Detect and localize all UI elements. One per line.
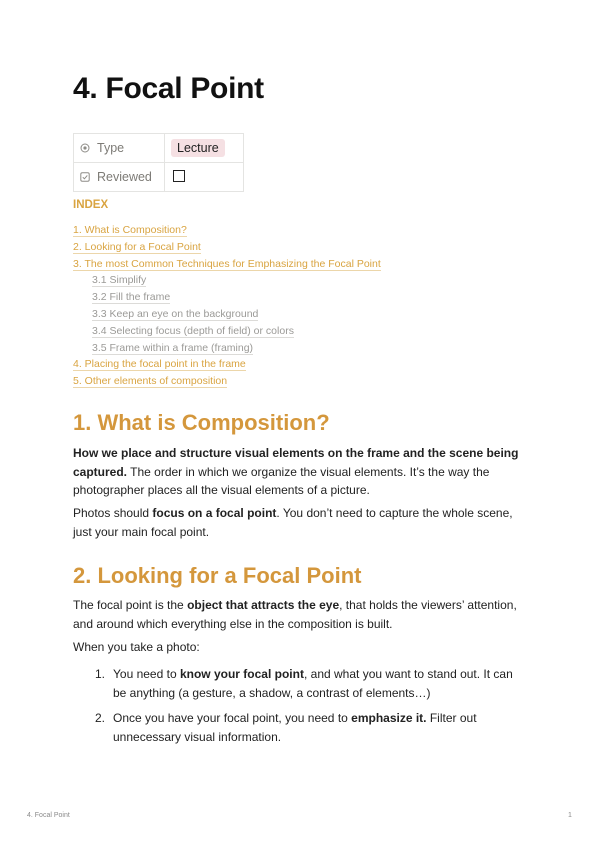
checkbox-icon [80,172,90,182]
list-item: 2. Once you have your focal point, you need to emphasize it. Filter out unnecessary visual information. [95,711,477,744]
section-heading-composition: 1. What is Composition? [73,410,330,435]
reviewed-checkbox[interactable] [173,170,185,182]
composition-paragraph: How we place and structure visual elements on the frame and the scene being captured. The order in which we organize the visual elements. It’s the way the photographer places all the visual elements of a picture. [73,446,519,497]
photo-intro: When you take a photo: [73,640,200,654]
type-tag[interactable]: Lecture [171,139,225,157]
list-item: 1. You need to know your focal point, and what you want to stand out. It can be anything (a gesture, a shadow, a contrast of elements…) [95,667,513,700]
toc-item[interactable]: 4. Placing the focal point in the frame [73,358,246,371]
page-title: 4. Focal Point [73,72,264,105]
property-label-reviewed: Reviewed [97,170,152,184]
focus-paragraph: Photos should focus on a focal point. You don’t need to capture the whole scene, just your main focal point. [73,506,513,539]
properties-table [73,133,244,192]
footer-title: 4. Focal Point [27,812,70,819]
toc-item[interactable]: 3. The most Common Techniques for Emphasizing the Focal Point [73,257,381,270]
toc-item[interactable]: 1. What is Composition? [73,224,187,236]
index-heading: INDEX [73,199,109,211]
toc-item[interactable]: 5. Other elements of composition [73,375,228,388]
toc-subitem[interactable]: 3.4 Selecting focus (depth of field) or colors [92,324,294,337]
footer-page-number: 1 [568,812,572,819]
property-row-type [74,134,244,163]
property-label-type: Type [97,141,125,155]
toc-subitem[interactable]: 3.5 Frame within a frame (framing) [92,341,254,354]
photo-steps-list [73,665,528,753]
focal-point-paragraph: The focal point is the object that attracts the eye, that holds the viewers’ attention, and around which everything else in the composition is built. [73,598,517,631]
toc-subitem[interactable]: 3.3 Keep an eye on the background [92,307,259,320]
toc-item[interactable]: 2. Looking for a Focal Point [73,240,201,253]
target-icon [80,143,90,153]
table-of-contents [73,222,381,390]
toc-subitem[interactable]: 3.2 Fill the frame [92,291,171,304]
toc-subitem[interactable]: 3.1 Simplify [92,274,147,287]
section-heading-focal-point: 2. Looking for a Focal Point [73,563,362,588]
property-row-reviewed [74,163,244,192]
